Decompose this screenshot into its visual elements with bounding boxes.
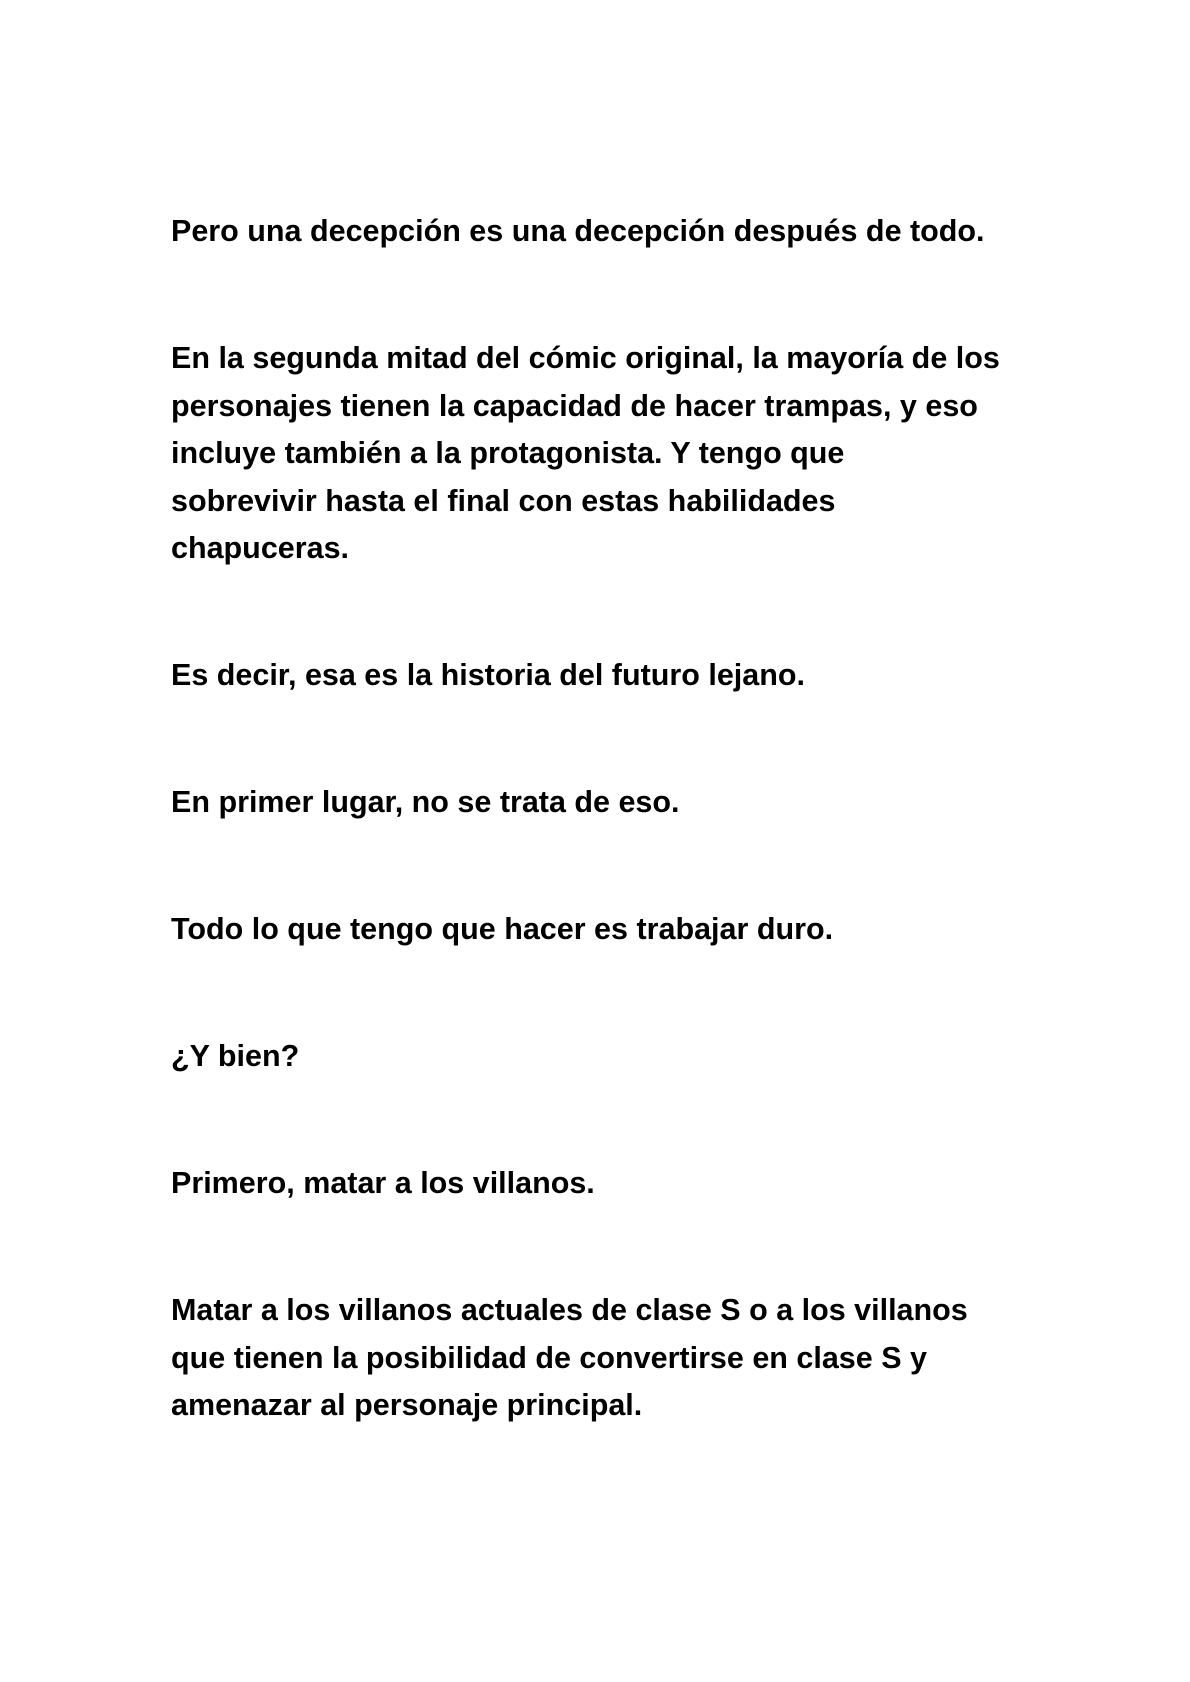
paragraph-line: Pero una decepción es una decepción después de todo.	[171, 214, 985, 248]
paragraph-line: En primer lugar, no se trata de eso.	[171, 785, 680, 819]
paragraph-line: Matar a los villanos actuales de clase S o a los villanos	[171, 1293, 968, 1327]
paragraph-5	[171, 906, 1051, 954]
paragraph-line: Todo lo que tengo que hacer es trabajar duro.	[171, 912, 834, 946]
paragraph-line: Es decir, esa es la historia del futuro lejano.	[171, 658, 805, 692]
paragraph-2	[171, 335, 1051, 573]
paragraph-line: incluye también a la protagonista. Y tengo que	[171, 436, 845, 470]
paragraph-1	[171, 208, 1051, 256]
paragraph-line: En la segunda mitad del cómic original, la mayoría de los	[171, 341, 1000, 375]
paragraph-8	[171, 1287, 1051, 1430]
paragraph-3	[171, 652, 1051, 700]
paragraph-line: personajes tienen la capacidad de hacer trampas, y eso	[171, 388, 978, 423]
paragraph-line: Primero, matar a los villanos.	[171, 1166, 595, 1200]
paragraph-line: ¿Y bien?	[171, 1039, 300, 1073]
paragraph-line: amenazar al personaje principal.	[171, 1388, 643, 1422]
paragraph-4	[171, 779, 1051, 827]
paragraph-line: sobrevivir hasta el final con estas habilidades	[171, 483, 836, 518]
paragraph-line: chapuceras.	[171, 531, 350, 565]
paragraph-line: que tienen la posibilidad de convertirse en clase S y	[171, 1340, 927, 1375]
paragraph-7	[171, 1160, 1051, 1208]
paragraph-6	[171, 1033, 1051, 1081]
